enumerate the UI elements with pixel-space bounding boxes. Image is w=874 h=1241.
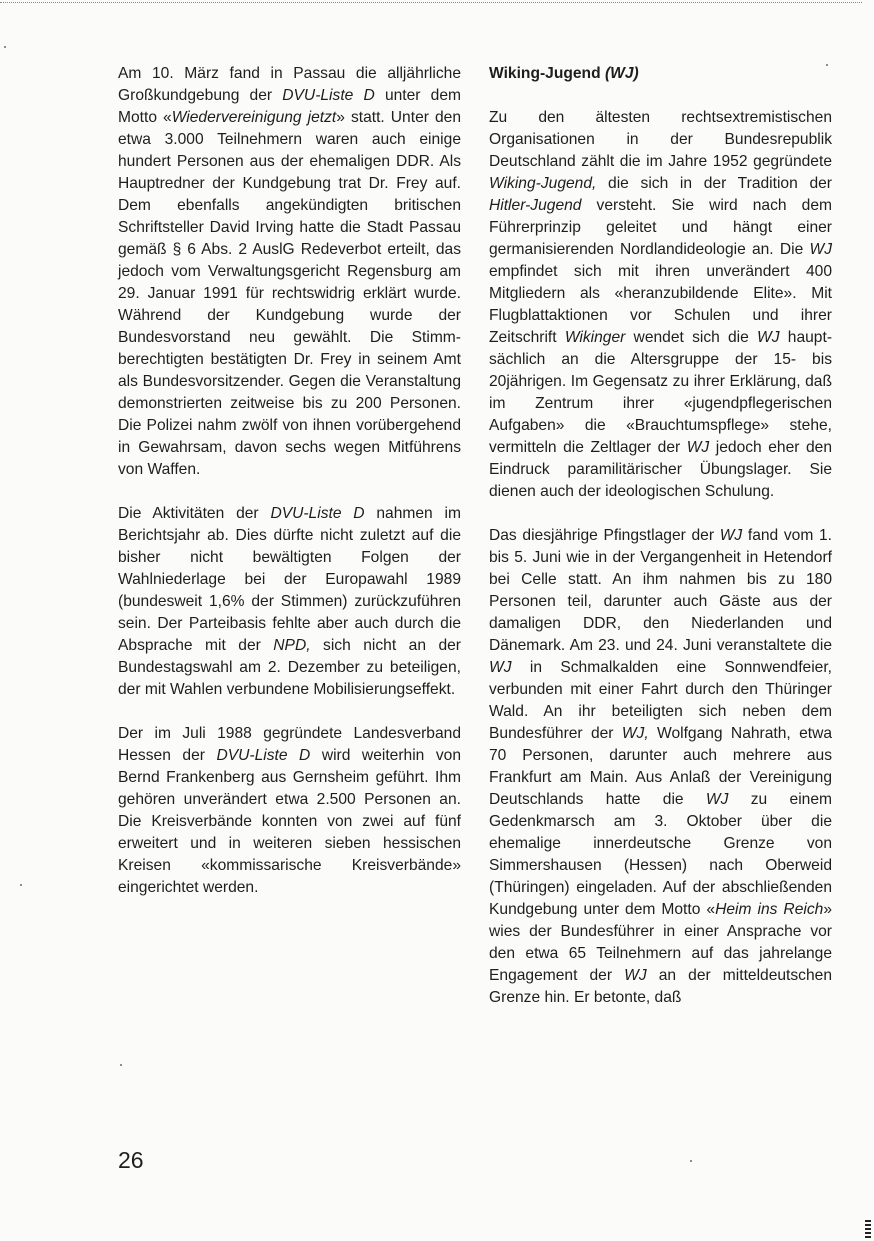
top-scan-border bbox=[0, 2, 862, 3]
heading-abbreviation: (WJ) bbox=[604, 65, 639, 82]
scan-speck bbox=[20, 884, 22, 886]
italic-text-run: WJ bbox=[686, 439, 710, 456]
italic-text-run: Heim ins Reich bbox=[715, 901, 824, 918]
text-run: wendet sich die bbox=[625, 329, 758, 346]
paragraph-gap bbox=[489, 503, 832, 525]
text-run: » wies der Bundesführer in einer Ansprache vor den etwa 65 Teilnehmern auf das jahrelange Engagement der bbox=[489, 901, 832, 984]
page-number: 26 bbox=[118, 1147, 144, 1173]
paragraph-gap bbox=[489, 85, 832, 107]
italic-text-run: NPD, bbox=[273, 637, 311, 654]
italic-text-run: WJ bbox=[624, 967, 647, 984]
text-run: jedoch eher den Eindruck paramilitärischer Übungslager. Sie dienen auch der ideologischen Schulung. bbox=[489, 439, 832, 500]
paragraph-passau-rally bbox=[118, 63, 461, 481]
text-run: Am 10. März fand in Passau die alljährliche Großkundgebung der bbox=[118, 65, 461, 104]
text-run: wird weiterhin von Bernd Frankenberg aus Gernsheim geführt. Ihm gehören unverändert etwa 2.500 Personen an. Die Kreisverbände konnten von zwei auf fünf erweitert und in weiteren sieben hessischen Kreisen «kommissarische Kreisverbände» eingerichtet werden. bbox=[118, 747, 461, 896]
paragraph-dvu-activities bbox=[118, 503, 461, 701]
paragraph-gap bbox=[118, 481, 461, 503]
paragraph-wiking-jugend-intro bbox=[489, 107, 832, 503]
italic-text-run: Wiedervereinigung jetzt bbox=[171, 109, 337, 126]
right-column bbox=[489, 63, 832, 1009]
text-run: in Schmalkalden eine Sonnwendfeier, verbunden mit einer Fahrt durch den Thüringer Wald. An ihr beteiligten sich neben dem Bundesführer der bbox=[489, 659, 832, 742]
text-run: die sich in der Tradition der bbox=[596, 175, 832, 192]
heading-title: Wiking-Jugend bbox=[489, 65, 601, 82]
text-run: versteht. Sie wird nach dem Führerprinzip geleitet und hängt einer germanisierenden Nordlandideologie an. Die bbox=[489, 197, 832, 258]
paragraph-landesverband-hessen bbox=[118, 723, 461, 899]
left-column bbox=[118, 63, 461, 899]
text-run: Zu den ältesten rechtsextremistischen Organisationen in der Bundesrepublik Deutschland zählt die im Jahre 1952 gegründete bbox=[489, 109, 832, 170]
text-run: » statt. Unter den etwa 3.000 Teilnehmern waren auch einige hundert Personen aus der ehemaligen DDR. Als Hauptredner der Kundgebung trat Dr. Frey auf. Dem ebenfalls angekündigten britischen Schriftsteller David Irving hatte die Stadt Passau gemäß § 6 Abs. 2 AuslG Redeverbot erteilt, das jedoch vom Verwaltungsgericht Regensburg am 29. Januar 1991 für rechtswidrig erklärt wurde. Während der Kundgebung wurde der Bundesvorstand neu gewählt. Die Stimmberechtigten bestätigten Dr. Frey in seinem Amt als Bundesvorsitzender. Gegen die Veranstaltung demonstrierten zeitweise bis zu 200 Personen. Die Polizei nahm zwölf von ihnen vorübergehend in Gewahrsam, davon sechs wegen Mitführens von Waffen. bbox=[118, 109, 461, 478]
text-run: zu einem Gedenkmarsch am 3. Oktober über die ehemalige innerdeutsche Grenze von Simmershausen (Hessen) nach Oberweid (Thüringen) eingeladen. Auf der abschließenden Kundgebung unter dem Motto « bbox=[489, 791, 832, 918]
text-run: hauptsächlich an die Altersgruppe der 15- bis 20jährigen. Im Gegensatz zu ihrer Erklärung, daß im Zentrum ihrer «jugendpflegerischen Aufgaben» die «Brauchtumspflege» stehe, vermitteln die Zeltlager der bbox=[489, 329, 833, 456]
scan-edge-mark bbox=[865, 1220, 871, 1238]
text-run: Das diesjährige Pfingstlager der bbox=[489, 527, 720, 544]
italic-text-run: DVU-Liste D bbox=[270, 505, 365, 522]
scan-speck bbox=[690, 1160, 692, 1162]
text-run: Die Aktivitäten der bbox=[118, 505, 271, 522]
italic-text-run: Hitler-Jugend bbox=[489, 197, 582, 214]
italic-text-run: WJ bbox=[719, 527, 743, 544]
paragraph-gap bbox=[118, 701, 461, 723]
text-run: Wolfgang Nahrath, etwa 70 Personen, darunter auch mehrere aus Frankfurt am Main. Aus Anlaß der Vereinigung Deutschlands hatte die bbox=[489, 725, 833, 808]
text-run: an der mitteldeutschen Grenze hin. Er betonte, daß bbox=[489, 967, 832, 1006]
italic-text-run: WJ bbox=[809, 241, 832, 258]
text-run: empfindet sich mit ihren unverändert 400 Mitgliedern als «heranzubildende Elite». Mit Flugblattaktionen vor Schulen und ihrer Zeitschrift bbox=[489, 263, 832, 346]
italic-text-run: Wikinger bbox=[564, 329, 626, 346]
italic-text-run: WJ bbox=[489, 659, 512, 676]
paragraph-pfingstlager bbox=[489, 525, 832, 1009]
italic-text-run: WJ bbox=[757, 329, 780, 346]
scan-speck bbox=[826, 64, 828, 66]
text-run: sich nicht an der Bundestagswahl am 2. Dezember zu beteiligen, der mit Wahlen verbundene Mobilisierungseffekt. bbox=[118, 637, 461, 698]
section-heading bbox=[489, 63, 832, 85]
italic-text-run: DVU-Liste D bbox=[216, 747, 311, 764]
text-run: unter dem Motto « bbox=[118, 87, 461, 126]
scan-speck bbox=[120, 1064, 122, 1066]
italic-text-run: Wiking-Jugend, bbox=[489, 175, 597, 192]
italic-text-run: WJ bbox=[705, 791, 729, 808]
text-run: Der im Juli 1988 gegründete Landesverband Hessen der bbox=[118, 725, 461, 764]
scan-speck bbox=[4, 46, 6, 48]
italic-text-run: DVU-Liste D bbox=[282, 87, 375, 104]
text-run: nahmen im Berichtsjahr ab. Dies dürfte nicht zuletzt auf die bisher nicht bewältigten Folgen der Wahlniederlage bei der Europawahl 1989 (bundesweit 1,6% der Stimmen) zurückzuführen sein. Der Parteibasis fehlte aber auch durch die Absprache mit der bbox=[118, 505, 461, 654]
italic-text-run: WJ, bbox=[621, 725, 649, 742]
text-run: fand vom 1. bis 5. Juni wie in der Vergangenheit in Hetendorf bei Celle statt. An ihm nahmen bis zu 180 Personen teil, darunter auch Gäste aus der damaligen DDR, den Niederlanden und Dänemark. Am 23. und 24. Juni veranstaltete die bbox=[489, 527, 832, 654]
